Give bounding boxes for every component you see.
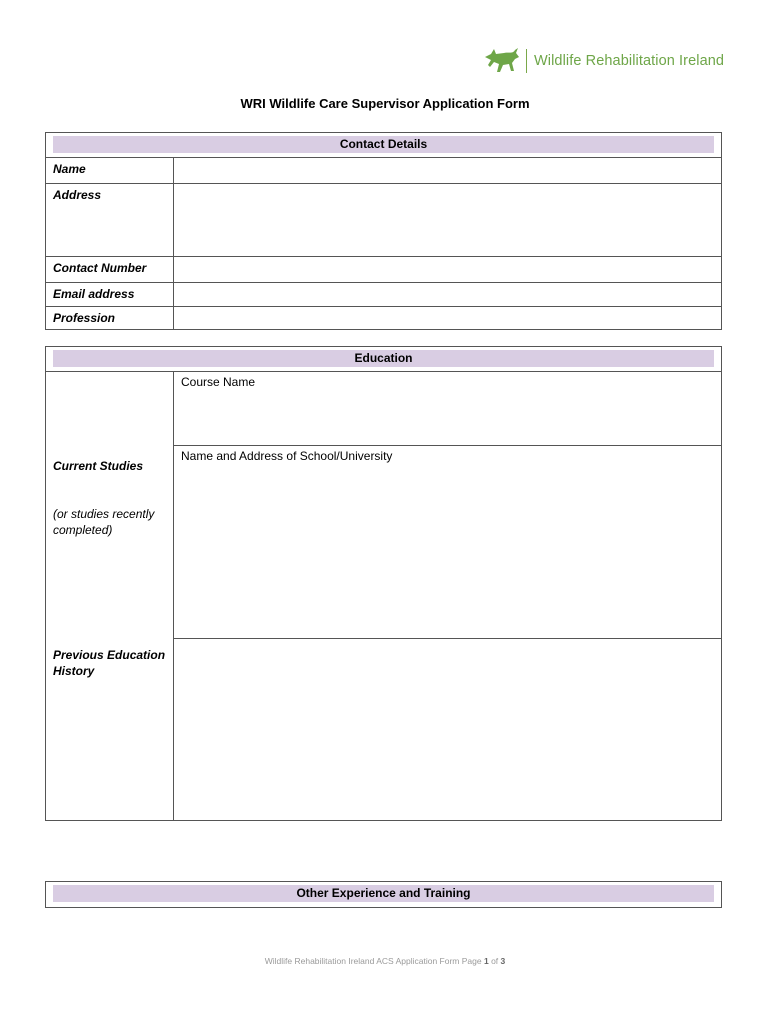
profession-field[interactable] [174, 307, 721, 330]
footer-of: of [491, 956, 499, 966]
education-section [45, 346, 722, 821]
page-total: 3 [500, 956, 506, 966]
email-label: Email address [53, 287, 135, 301]
contact-number-label: Contact Number [53, 261, 147, 275]
course-name-label: Course Name [181, 375, 256, 389]
studies-note-label: (or studies recently completed) [53, 507, 155, 537]
footer-text: Wildlife Rehabilitation Ireland ACS Application Form Page [264, 956, 482, 966]
logo [482, 44, 724, 78]
contact-details-heading: Contact Details [53, 136, 714, 153]
previous-education-field[interactable] [174, 639, 721, 821]
address-field[interactable] [174, 184, 721, 256]
email-field[interactable] [174, 283, 721, 306]
school-field[interactable] [174, 446, 721, 638]
address-row [46, 183, 721, 256]
form-title: WRI Wildlife Care Supervisor Application Form [240, 96, 530, 111]
name-row [46, 157, 721, 183]
profession-row [46, 306, 721, 330]
school-label: Name and Address of School/University [181, 449, 393, 463]
name-field[interactable] [174, 158, 721, 183]
education-body [46, 371, 721, 821]
current-studies-label: Current Studies [53, 459, 144, 473]
education-heading: Education [53, 350, 714, 367]
other-experience-heading: Other Experience and Training [53, 885, 714, 902]
page-number: 1 [483, 956, 489, 966]
other-experience-section [45, 881, 722, 908]
profession-label: Profession [53, 311, 116, 325]
logo-divider [526, 49, 527, 73]
contact-number-row [46, 256, 721, 282]
email-row [46, 282, 721, 306]
fox-logo-icon [482, 45, 522, 77]
address-label: Address [53, 188, 102, 202]
page-footer [0, 956, 770, 966]
previous-education-label: Previous Education History [53, 648, 166, 678]
course-name-field[interactable] [174, 372, 721, 445]
contact-details-section [45, 132, 722, 330]
logo-text: Wildlife Rehabilitation Ireland [534, 53, 725, 69]
name-label: Name [53, 162, 86, 176]
contact-number-field[interactable] [174, 257, 721, 282]
